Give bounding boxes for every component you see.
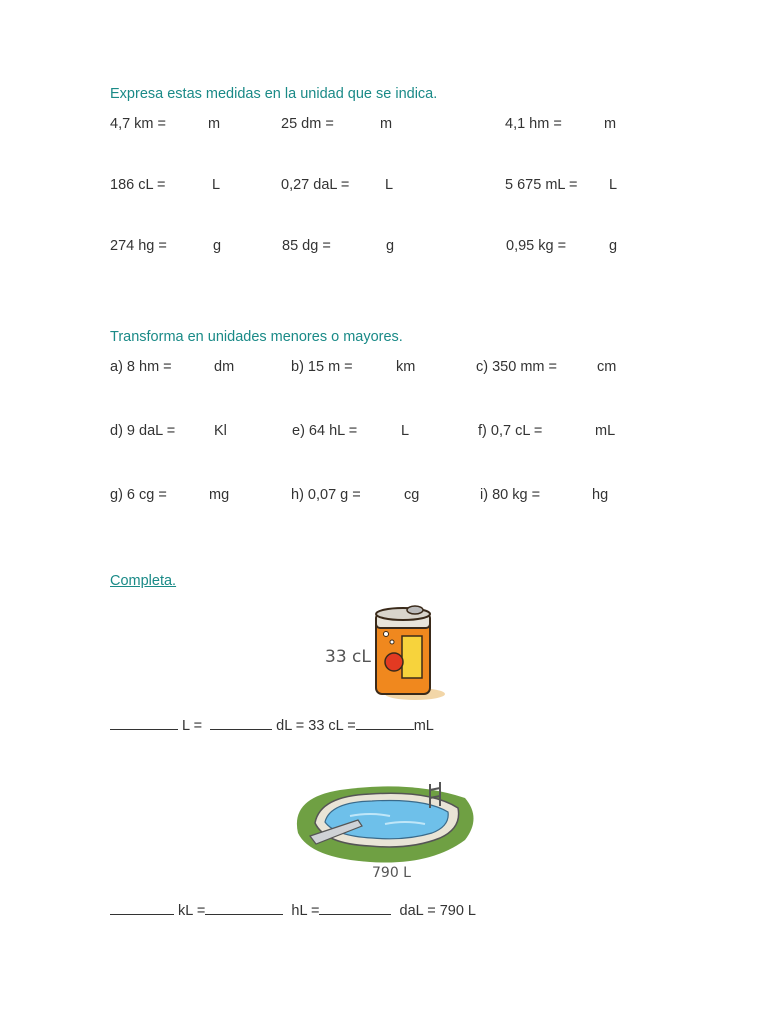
exercise-expr: b) 15 m = <box>291 359 353 375</box>
exercise-unit: km <box>396 359 416 375</box>
exercise-expr: h) 0,07 g = <box>291 487 361 503</box>
completa-line-2 <box>110 899 476 920</box>
exercise-expr: 4,1 hm = <box>505 116 562 132</box>
exercise-unit: L <box>385 177 394 193</box>
answer-blank[interactable] <box>319 899 391 915</box>
exercise-expr: 186 cL = <box>110 177 166 193</box>
exercise-unit: Kl <box>214 423 227 439</box>
exercise-unit: mL <box>595 423 616 439</box>
answer-blank[interactable] <box>356 714 414 730</box>
exercise-unit: L <box>212 177 221 193</box>
exercise-unit: m <box>380 116 393 132</box>
line1-text-2: dL = 33 cL = <box>276 718 356 734</box>
exercise-unit: cm <box>597 359 617 375</box>
exercise-expr: 0,95 kg = <box>506 238 567 254</box>
exercise-unit: cg <box>404 487 420 503</box>
section2-heading: Transforma en unidades menores o mayores. <box>110 329 403 345</box>
exercise-expr: 85 dg = <box>282 238 331 254</box>
exercise-expr: 5 675 mL = <box>505 177 578 193</box>
line1-text-1: L = <box>182 718 203 734</box>
exercise-unit: m <box>604 116 617 132</box>
exercise-unit: mg <box>209 487 230 503</box>
exercise-expr: f) 0,7 cL = <box>478 423 543 439</box>
soda-can-icon <box>320 600 450 705</box>
exercise-expr: c) 350 mm = <box>476 359 557 375</box>
exercise-expr: g) 6 cg = <box>110 487 167 503</box>
exercise-expr: 25 dm = <box>281 116 334 132</box>
answer-blank[interactable] <box>205 899 283 915</box>
answer-blank[interactable] <box>110 714 178 730</box>
exercise-unit: g <box>386 238 395 254</box>
exercise-unit: L <box>609 177 618 193</box>
exercise-expr: 4,7 km = <box>110 116 167 132</box>
line2-text-2: hL = <box>291 903 320 919</box>
answer-blank[interactable] <box>210 714 272 730</box>
exercise-expr: e) 64 hL = <box>292 423 358 439</box>
can-volume-label: 33 cL <box>325 647 371 667</box>
line2-text-3: daL = 790 L <box>399 903 476 919</box>
exercise-unit: dm <box>214 359 235 375</box>
swimming-pool-illustration <box>290 778 480 883</box>
exercise-expr: 0,27 daL = <box>281 177 350 193</box>
exercise-expr: d) 9 daL = <box>110 423 176 439</box>
exercise-expr: i) 80 kg = <box>480 487 541 503</box>
exercise-unit: m <box>208 116 221 132</box>
soda-can-illustration <box>320 600 450 705</box>
exercise-unit: L <box>401 423 410 439</box>
pool-volume-label: 790 L <box>372 865 411 881</box>
line1-text-3: mL <box>413 718 434 734</box>
line2-text-1: kL = <box>178 903 206 919</box>
section3-heading: Completa. <box>110 573 177 589</box>
exercise-unit: g <box>609 238 618 254</box>
exercise-unit: g <box>213 238 222 254</box>
section1-heading: Expresa estas medidas en la unidad que se indica. <box>110 86 438 102</box>
answer-blank[interactable] <box>110 899 174 915</box>
exercise-expr: a) 8 hm = <box>110 359 172 375</box>
completa-line-1 <box>110 714 434 735</box>
exercise-unit: hg <box>592 487 609 503</box>
exercise-expr: 274 hg = <box>110 238 167 254</box>
swimming-pool-icon <box>290 778 480 868</box>
